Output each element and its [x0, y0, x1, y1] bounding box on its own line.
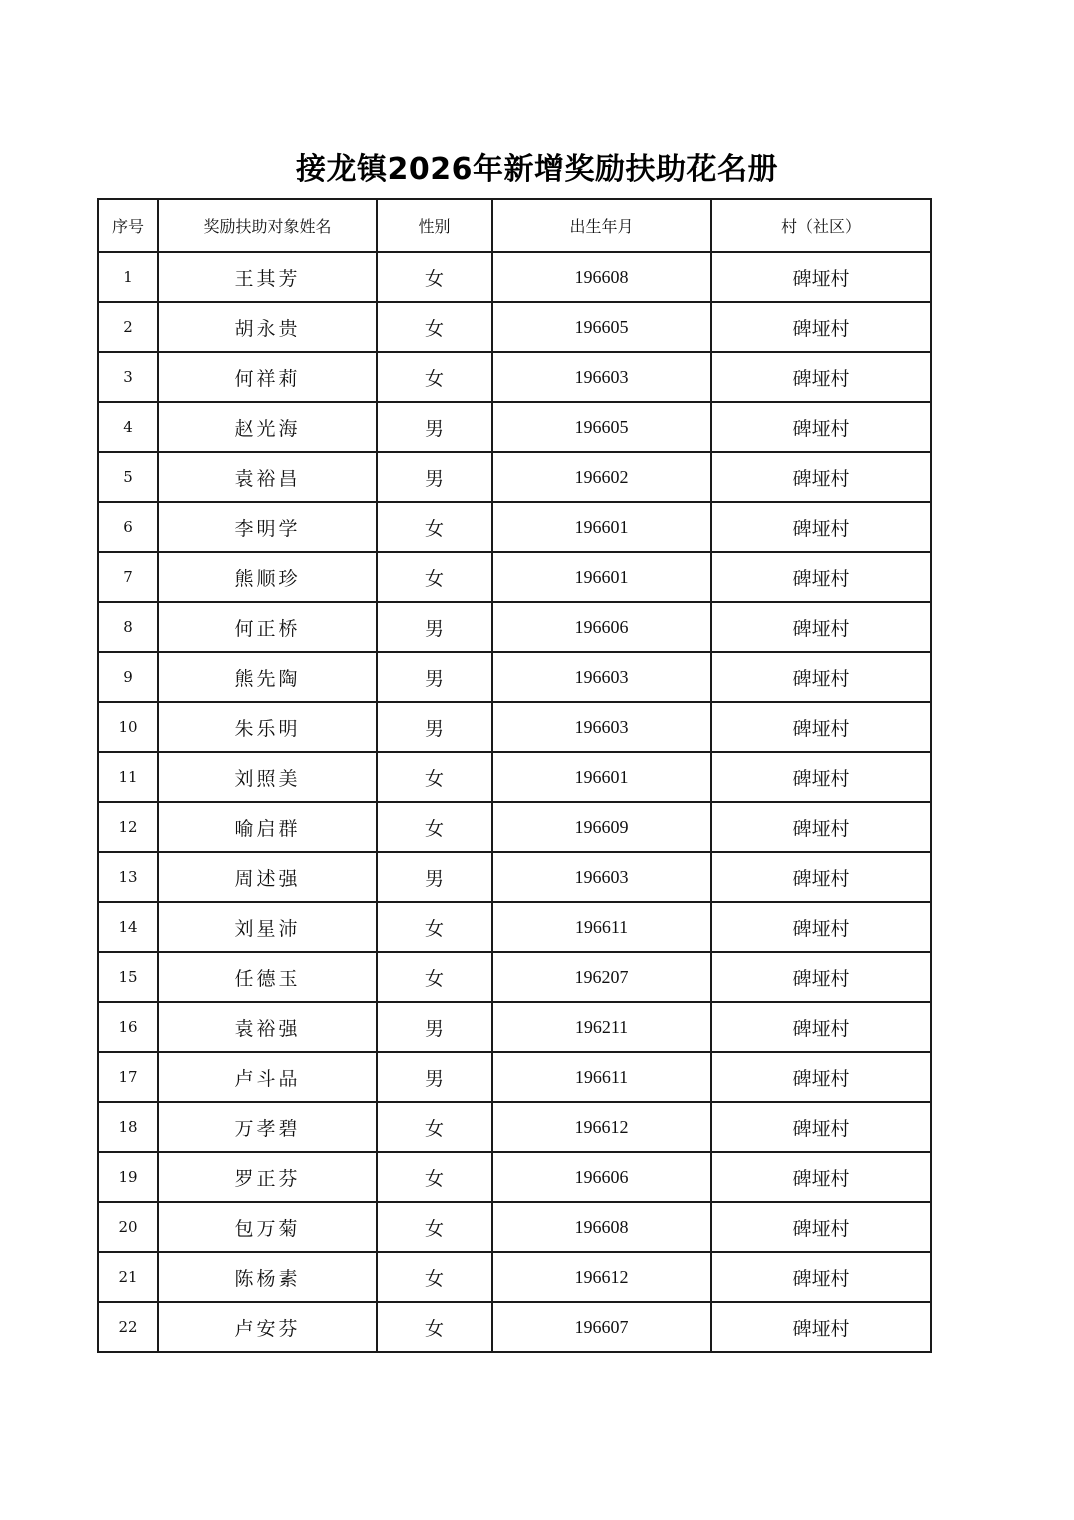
cell-seq: 15	[98, 952, 158, 1002]
cell-name: 朱乐明	[158, 702, 377, 752]
cell-birth: 196607	[492, 1302, 711, 1352]
cell-gender: 女	[377, 1252, 492, 1302]
roster-table	[97, 198, 932, 1353]
table-row	[98, 402, 931, 452]
cell-seq: 9	[98, 652, 158, 702]
table-row	[98, 1002, 931, 1052]
cell-name: 陈杨素	[158, 1252, 377, 1302]
cell-birth: 196609	[492, 802, 711, 852]
cell-gender: 女	[377, 1102, 492, 1152]
cell-seq: 21	[98, 1252, 158, 1302]
header-gender: 性别	[377, 199, 492, 252]
table-row	[98, 1252, 931, 1302]
table-row	[98, 802, 931, 852]
cell-gender: 男	[377, 602, 492, 652]
cell-birth: 196606	[492, 602, 711, 652]
cell-gender: 男	[377, 852, 492, 902]
cell-seq: 16	[98, 1002, 158, 1052]
cell-village: 碑垭村	[711, 1052, 931, 1102]
cell-name: 李明学	[158, 502, 377, 552]
cell-seq: 2	[98, 302, 158, 352]
table-row	[98, 1202, 931, 1252]
cell-gender: 女	[377, 1152, 492, 1202]
table-row	[98, 1102, 931, 1152]
cell-village: 碑垭村	[711, 852, 931, 902]
cell-seq: 8	[98, 602, 158, 652]
cell-birth: 196605	[492, 402, 711, 452]
cell-gender: 女	[377, 952, 492, 1002]
cell-name: 袁裕强	[158, 1002, 377, 1052]
cell-name: 胡永贵	[158, 302, 377, 352]
cell-seq: 1	[98, 252, 158, 302]
cell-name: 卢安芬	[158, 1302, 377, 1352]
cell-gender: 女	[377, 252, 492, 302]
cell-village: 碑垭村	[711, 502, 931, 552]
cell-gender: 男	[377, 452, 492, 502]
cell-birth: 196603	[492, 702, 711, 752]
cell-village: 碑垭村	[711, 1152, 931, 1202]
cell-name: 周述强	[158, 852, 377, 902]
cell-birth: 196211	[492, 1002, 711, 1052]
cell-gender: 女	[377, 802, 492, 852]
table-row	[98, 502, 931, 552]
cell-seq: 14	[98, 902, 158, 952]
cell-village: 碑垭村	[711, 1202, 931, 1252]
cell-village: 碑垭村	[711, 402, 931, 452]
cell-seq: 17	[98, 1052, 158, 1102]
table-row	[98, 1302, 931, 1352]
cell-village: 碑垭村	[711, 902, 931, 952]
cell-village: 碑垭村	[711, 1302, 931, 1352]
table-row	[98, 902, 931, 952]
table-row	[98, 1152, 931, 1202]
table-row	[98, 1052, 931, 1102]
cell-gender: 女	[377, 752, 492, 802]
cell-name: 何正桥	[158, 602, 377, 652]
cell-name: 刘星沛	[158, 902, 377, 952]
table-row	[98, 852, 931, 902]
table-row	[98, 302, 931, 352]
cell-gender: 女	[377, 902, 492, 952]
header-seq: 序号	[98, 199, 158, 252]
table-row	[98, 702, 931, 752]
cell-name: 任德玉	[158, 952, 377, 1002]
table-row	[98, 652, 931, 702]
cell-village: 碑垭村	[711, 702, 931, 752]
cell-seq: 6	[98, 502, 158, 552]
cell-birth: 196612	[492, 1252, 711, 1302]
cell-name: 包万菊	[158, 1202, 377, 1252]
cell-gender: 女	[377, 302, 492, 352]
cell-name: 何祥莉	[158, 352, 377, 402]
cell-gender: 男	[377, 402, 492, 452]
cell-birth: 196605	[492, 302, 711, 352]
cell-birth: 196603	[492, 652, 711, 702]
cell-gender: 男	[377, 1052, 492, 1102]
cell-village: 碑垭村	[711, 1002, 931, 1052]
cell-village: 碑垭村	[711, 752, 931, 802]
cell-birth: 196603	[492, 352, 711, 402]
cell-village: 碑垭村	[711, 252, 931, 302]
table-row	[98, 352, 931, 402]
cell-gender: 女	[377, 1302, 492, 1352]
cell-seq: 13	[98, 852, 158, 902]
cell-seq: 3	[98, 352, 158, 402]
cell-village: 碑垭村	[711, 952, 931, 1002]
table-row	[98, 552, 931, 602]
table-row	[98, 602, 931, 652]
cell-birth: 196602	[492, 452, 711, 502]
cell-name: 刘照美	[158, 752, 377, 802]
cell-name: 赵光海	[158, 402, 377, 452]
cell-birth: 196611	[492, 1052, 711, 1102]
cell-seq: 4	[98, 402, 158, 452]
cell-village: 碑垭村	[711, 1252, 931, 1302]
cell-gender: 女	[377, 552, 492, 602]
cell-gender: 女	[377, 502, 492, 552]
cell-gender: 女	[377, 1202, 492, 1252]
table-row	[98, 752, 931, 802]
table-body	[98, 252, 931, 1352]
header-row	[98, 199, 931, 252]
cell-seq: 11	[98, 752, 158, 802]
header-village: 村（社区）	[711, 199, 931, 252]
cell-name: 喻启群	[158, 802, 377, 852]
cell-seq: 5	[98, 452, 158, 502]
cell-birth: 196601	[492, 752, 711, 802]
cell-gender: 男	[377, 702, 492, 752]
cell-village: 碑垭村	[711, 302, 931, 352]
cell-birth: 196603	[492, 852, 711, 902]
cell-village: 碑垭村	[711, 802, 931, 852]
cell-birth: 196608	[492, 1202, 711, 1252]
cell-birth: 196611	[492, 902, 711, 952]
cell-village: 碑垭村	[711, 652, 931, 702]
cell-name: 熊先陶	[158, 652, 377, 702]
cell-village: 碑垭村	[711, 352, 931, 402]
cell-name: 万孝碧	[158, 1102, 377, 1152]
cell-name: 罗正芬	[158, 1152, 377, 1202]
table-row	[98, 952, 931, 1002]
table-header	[98, 199, 931, 252]
cell-gender: 女	[377, 352, 492, 402]
cell-seq: 7	[98, 552, 158, 602]
cell-village: 碑垭村	[711, 452, 931, 502]
document-title: 接龙镇2026年新增奖励扶助花名册	[296, 152, 778, 187]
cell-seq: 19	[98, 1152, 158, 1202]
cell-seq: 20	[98, 1202, 158, 1252]
cell-seq: 22	[98, 1302, 158, 1352]
cell-birth: 196608	[492, 252, 711, 302]
cell-birth: 196601	[492, 552, 711, 602]
cell-seq: 18	[98, 1102, 158, 1152]
cell-name: 王其芳	[158, 252, 377, 302]
header-name: 奖励扶助对象姓名	[158, 199, 377, 252]
cell-seq: 10	[98, 702, 158, 752]
table-row	[98, 252, 931, 302]
cell-seq: 12	[98, 802, 158, 852]
cell-village: 碑垭村	[711, 552, 931, 602]
cell-birth: 196601	[492, 502, 711, 552]
cell-name: 卢斗品	[158, 1052, 377, 1102]
header-birth: 出生年月	[492, 199, 711, 252]
cell-name: 袁裕昌	[158, 452, 377, 502]
cell-birth: 196612	[492, 1102, 711, 1152]
cell-birth: 196207	[492, 952, 711, 1002]
cell-birth: 196606	[492, 1152, 711, 1202]
cell-gender: 男	[377, 652, 492, 702]
cell-name: 熊顺珍	[158, 552, 377, 602]
cell-village: 碑垭村	[711, 602, 931, 652]
cell-gender: 男	[377, 1002, 492, 1052]
table-row	[98, 452, 931, 502]
cell-village: 碑垭村	[711, 1102, 931, 1152]
